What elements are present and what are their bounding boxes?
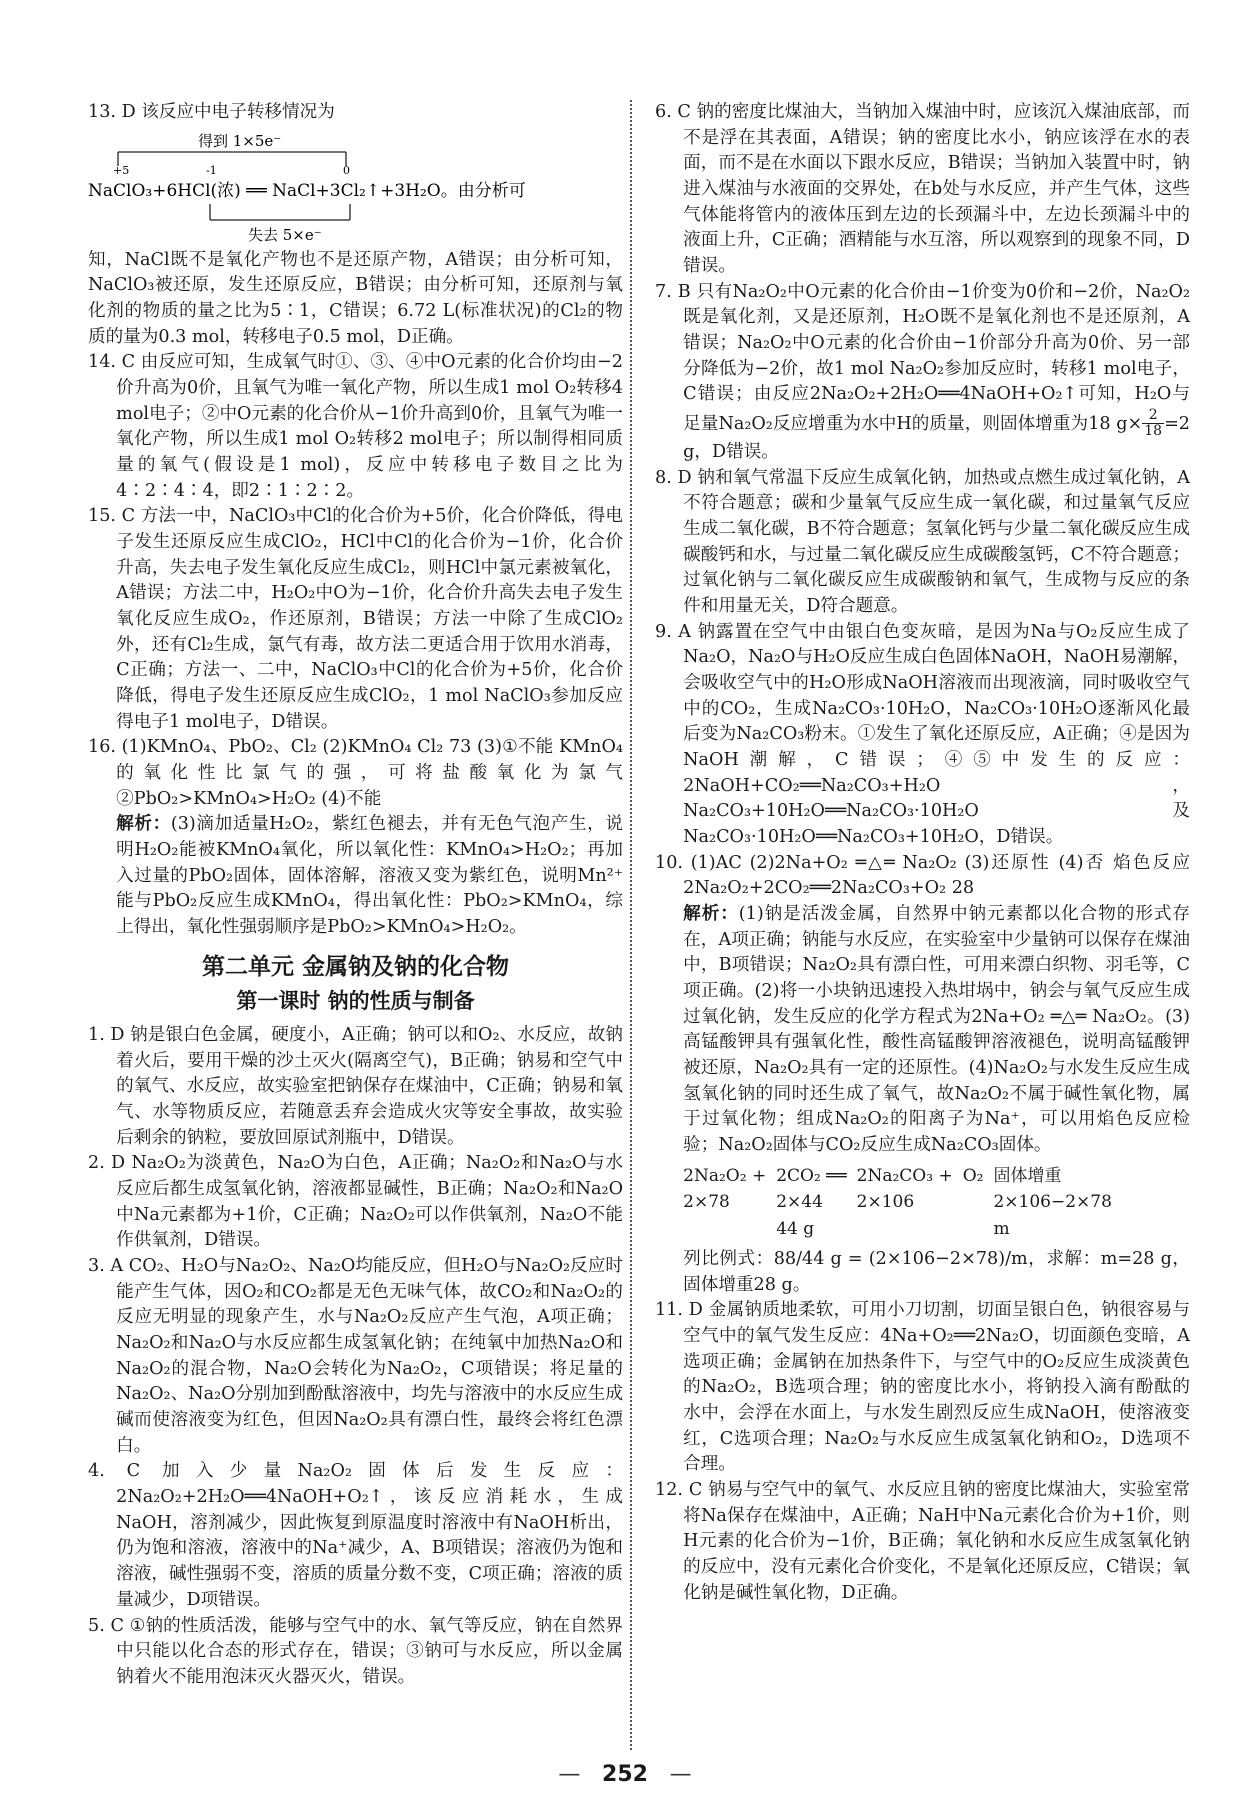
- calc-cell: 2×44: [776, 1192, 823, 1213]
- left-column: [88, 100, 623, 1691]
- calc-row-actual: [683, 1216, 1122, 1243]
- calc-cell: 2×78: [683, 1192, 730, 1213]
- answer-5: 5. C ①钠的性质活泼，能够与空气中的水、氧气等反应，钠在自然界中只能以化合态的形式存在，错误；③钠可与水反应，所以金属钠着火不能用泡沫灭火器灭火，错误。: [88, 1615, 623, 1687]
- lose-label: 失去 5×e⁻: [248, 225, 322, 244]
- calc-cell: m: [993, 1219, 1010, 1240]
- answer-7: [655, 280, 1190, 466]
- electron-transfer-diagram: [88, 128, 623, 246]
- unit-title: 第二单元 金属钠及钠的化合物: [201, 953, 509, 980]
- footer-dash-left: —: [558, 1762, 581, 1787]
- answer-4: 4. C 加入少量Na₂O₂固体后发生反应：2Na₂O₂+2H₂O══4NaOH+O₂↑，该反应消耗水，生成NaOH，溶剂减少，因此恢复到原温度时溶液中有NaOH析出，仍为饱和溶液，溶液中的Na⁺减少，A、B项错误；溶液仍为饱和溶液，碱性强弱不变，溶质的质量分数不变，C项正确；溶液的质量减少，D项错误。: [88, 1461, 623, 1610]
- ox-state-plus5: +5: [113, 163, 130, 177]
- gain-label: 得到 1×5e⁻: [198, 131, 282, 150]
- answer-7-part1: 7. B 只有Na₂O₂中O元素的化合价由−1价变为0价和−2价，Na₂O₂既是氧化剂，又是还原剂，H₂O既不是氧化剂也不是还原剂，A错误；Na₂O₂中O元素的化合价由−1价部分升高为0价、另一部分降低为−2价，故1 mol Na₂O₂参加反应时，转移1 mol电子，C错误；由反应2Na₂O₂+2H₂O══4NaOH+O₂↑可知，H₂O与足量Na₂O₂反应增重为水中H的质量，则固体增重为18 g×: [655, 281, 1190, 434]
- calc-cell: [963, 1216, 994, 1243]
- mass-calculation: [655, 1163, 1190, 1243]
- page-number: 252: [602, 1762, 648, 1787]
- calc-cell: 固体增重: [993, 1165, 1062, 1186]
- answer-13-head: 13. D 该反应中电子转移情况为: [88, 102, 335, 122]
- ox-state-zero: 0: [343, 163, 350, 177]
- answer-3: 3. A CO₂、H₂O与Na₂O₂、Na₂O均能反应，但H₂O与Na₂O₂反应时能产生气体，因O₂和CO₂都是无色无味气体，故CO₂和Na₂O₂的反应无明显的现象产生，水与Na₂O₂反应产生气泡，A项正确；Na₂O₂和Na₂O与水反应都生成氢氧化钠；在纯氧中加热Na₂O和Na₂O₂的混合物，Na₂O会转化为Na₂O₂，C项错误；将足量的Na₂O₂、Na₂O分别加到酚酞溶液中，均先与溶液中的水反应生成碱而使溶液变为红色，但因Na₂O₂具有漂白性，最终会将红色漂白。: [88, 1256, 623, 1456]
- answer-10-explanation: [655, 902, 1190, 1159]
- answer-6: 6. C 钠的密度比煤油大，当钠加入煤油中时，应该沉入煤油底部，而不是浮在其表面，A错误；钠的密度比水小，钠应该浮在水的表面，而不是在水面以下跟水反应，B错误；当钠加入装置中时，钠进入煤油与水液面的交界处，在b处与水反应，并产生气体，这些气体能将管内的液体压到左边的长颈漏斗中，左边长颈漏斗中的液面上升，C正确；酒精能与水互溶，所以观察到的现象不同，D错误。: [655, 102, 1190, 277]
- answer-10: 10. (1)AC (2)2Na+O₂ ═△═ Na₂O₂ (3)还原性 (4)否 焰色反应 2Na₂O₂+2CO₂══2Na₂CO₃+O₂ 28: [655, 852, 1190, 899]
- ox-state-minus1: -1: [206, 163, 217, 177]
- calc-cell: [857, 1216, 963, 1243]
- explanation-text: (1)钠是活泼金属，自然界中钠元素都以化合物的形式存在，A项正确；钠能与水反应，在实验室中少量钠可以保存在煤油中，B项错误；Na₂O₂具有漂白性，可用来漂白织物、羽毛等，C项正确。(2)将一小块钠迅速投入热坩埚中，钠会与氧气反应生成过氧化钠，发生反应的化学方程式为2Na+O₂ ═△═ Na₂O₂。(3)高锰酸钾具有强氧化性，酸性高锰酸钾溶液褪色，说明高锰酸钾被还原，Na₂O₂具有一定的还原性。(4)Na₂O₂与水发生反应生成氢氧化钠的同时还生成了氧气，故Na₂O₂不属于碱性氧化物，属于过氧化物；组成Na₂O₂的阳离子为Na⁺，可以用焰色反应检验；Na₂O₂固体与CO₂反应生成Na₂CO₃固体。: [683, 903, 1190, 1155]
- calc-cell: 2CO₂ ══: [776, 1165, 847, 1186]
- lesson-title: 第一课时 钠的性质与制备: [236, 989, 475, 1014]
- calc-cell: 2Na₂O₂ +: [683, 1165, 767, 1186]
- calc-cell: 2×106: [856, 1192, 915, 1213]
- answer-16-explanation: [88, 812, 623, 940]
- answer-12: 12. C 钠易与空气中的氧气、水反应且钠的密度比煤油大，实验室常将Na保存在煤油中，A正确；NaH中Na元素化合价为+1价，则H元素的化合价为−1价，B正确；氧化钠和水反应生成氢氧化钠的反应中，没有元素化合价变化，不是氧化还原反应，C错误；氧化钠是碱性氧化物，D正确。: [655, 1480, 1190, 1603]
- answer-1: 1. D 钠是银白色金属，硬度小，A正确；钠可以和O₂、水反应，故钠着火后，要用干燥的沙土灭火(隔离空气)，B正确；钠易和空气中的氧气、水反应，故实验室把钠保存在煤油中，C正确；钠易和氧气、水等物质反应，若随意丢弃会造成火灾等安全事故，故实验后剩余的钠粒，要放回原试剂瓶中，D错误。: [88, 1025, 623, 1148]
- answer-11: 11. D 金属钠质地柔软，可用小刀切割，切面呈银白色，钠很容易与空气中的氧气发生反应：4Na+O₂══2Na₂O，切面颜色变暗，A选项正确；金属钠在加热条件下，与空气中的O₂反应生成淡黄色的Na₂O₂，B选项合理；钠的密度比水小，将钠投入滴有酚酞的水中，会浮在水面上，与水发生剧烈反应生成NaOH，使溶液变红，C选项合理；Na₂O₂与水反应生成氢氧化钠和O₂，D选项不合理。: [655, 1300, 1190, 1475]
- explanation-text: (3)滴加适量H₂O₂，紫红色褪去，并有无色气泡产生，说明H₂O₂能被KMnO₄氧化，所以氧化性：KMnO₄>H₂O₂；再加入过量的PbO₂固体，固体溶解，溶液又变为紫红色，说明Mn²⁺能与PbO₂反应生成KMnO₄，得出氧化性：PbO₂>KMnO₄，综上得出，氧化性强弱顺序是PbO₂>KMnO₄>H₂O₂。: [116, 814, 623, 938]
- calc-cell: [683, 1216, 776, 1243]
- fraction: [1142, 408, 1164, 440]
- answer-2: 2. D Na₂O₂为淡黄色，Na₂O为白色，A正确；Na₂O₂和Na₂O与水反应后都生成氢氧化钠，溶液都显碱性，B正确；Na₂O₂和Na₂O中Na元素都为+1价，C正确；Na₂O₂可以作供氧剂，Na₂O不能作供氧剂，D错误。: [88, 1153, 623, 1251]
- calc-cell: 2Na₂CO₃ +: [856, 1165, 953, 1186]
- answer-14: 14. C 由反应可知，生成氧气时①、③、④中O元素的化合价均由−2价升高为0价，且氧气为唯一氧化产物，所以生成1 mol O₂转移4 mol电子；②中O元素的化合价从−1价升高到0价，且氧气为唯一氧化产物，所以生成1 mol O₂转移2 mol电子；所以制得相同质量的氧气(假设是1 mol)，反应中转移电子数目之比为4∶2∶4∶4，即2∶1∶2∶2。: [88, 352, 623, 501]
- answer-7-part2: =2 g，D错误。: [683, 413, 1190, 462]
- right-column: [655, 100, 1190, 1607]
- electron-transfer-svg: [88, 128, 623, 246]
- calc-cell: 2×106−2×78: [993, 1192, 1112, 1213]
- redox-equation: NaClO₃+6HCl(浓) ══ NaCl+3Cl₂↑+3H₂O。由分析可: [88, 180, 526, 201]
- footer-dash-right: —: [669, 1762, 692, 1787]
- answer-13-body: 知，NaCl既不是氧化产物也不是还原产物，A错误；由分析可知，NaClO₃被还原，发生还原反应，B错误；由分析可知，还原剂与氧化剂的物质的量之比为5∶1，C错误；6.72 L(标准状况)的Cl₂的物质的量为0.3 mol，转移电子0.5 mol，D正确。: [88, 249, 623, 347]
- answer-9: 9. A 钠露置在空气中由银白色变灰暗，是因为Na与O₂反应生成了Na₂O，Na₂O与H₂O反应生成白色固体NaOH，NaOH易潮解，会吸收空气中的H₂O形成NaOH溶液而出现液滴，同时吸收空气中的CO₂，生成Na₂CO₃·10H₂O，Na₂CO₃·10H₂O逐渐风化最后变为Na₂CO₃粉末。①发生了氧化还原反应，A正确；④是因为NaOH潮解，C错误；④⑤中发生的反应：2NaOH+CO₂══Na₂CO₃+H₂O，Na₂CO₃+10H₂O══Na₂CO₃·10H₂O及Na₂CO₃·10H₂O══Na₂CO₃+10H₂O，D错误。: [655, 621, 1190, 847]
- calc-cell: O₂: [962, 1165, 984, 1186]
- page-footer: [0, 1762, 1250, 1787]
- calc-cell: [963, 1189, 994, 1216]
- calc-cell: 44 g: [776, 1219, 815, 1240]
- calc-table: [683, 1163, 1122, 1243]
- answer-16: 16. (1)KMnO₄、PbO₂、Cl₂ (2)KMnO₄ Cl₂ 73 (3)①不能 KMnO₄的氧化性比氯气的强，可将盐酸氧化为氯气 ②PbO₂>KMnO₄>H₂O₂ (4)不能: [88, 737, 623, 809]
- answer-8: 8. D 钠和氧气常温下反应生成氧化钠，加热或点燃生成过氧化钠，A不符合题意；碳和少量氧气反应生成一氧化碳，和过量氧气反应生成二氧化碳，B不符合题意；氢氧化钙与少量二氧化碳反应生成碳酸钙和水，与过量二氧化碳反应生成碳酸氢钙，C不符合题意；过氧化钠与二氧化碳反应生成碳酸钠和氧气，生成物与反应的条件和用量无关，D符合题意。: [655, 467, 1190, 616]
- answer-15: 15. C 方法一中，NaClO₃中Cl的化合价为+5价，化合价降低，得电子发生还原反应生成ClO₂，HCl中Cl的化合价为−1价，化合价升高，失去电子发生氧化反应生成Cl₂，则HCl中氯元素被氧化，A错误；方法二中，H₂O₂中O为−1价，化合价升高失去电子发生氧化反应生成O₂，作还原剂，B错误；方法一中除了生成ClO₂外，还有Cl₂生成，氯气有毒，故方法二更适合用于饮用水消毒，C正确；方法一、二中，NaClO₃中Cl的化合价为+5价，化合价降低，得电子发生还原反应生成ClO₂，1 mol NaClO₃参加反应得电子1 mol电子，D错误。: [88, 506, 623, 732]
- answer-10-ratio: 列比例式：88/44 g = (2×106−2×78)/m，求解：m=28 g，固体增重28 g。: [683, 1249, 1190, 1295]
- column-divider: [630, 100, 632, 1750]
- calc-row-molar: [683, 1189, 1122, 1216]
- explanation-label: 解析：: [116, 814, 171, 835]
- explanation-label: 解析：: [683, 903, 739, 924]
- calc-row-equation: [683, 1163, 1122, 1190]
- fraction-numerator: 2: [1142, 408, 1164, 424]
- fraction-denominator: 18: [1144, 423, 1163, 440]
